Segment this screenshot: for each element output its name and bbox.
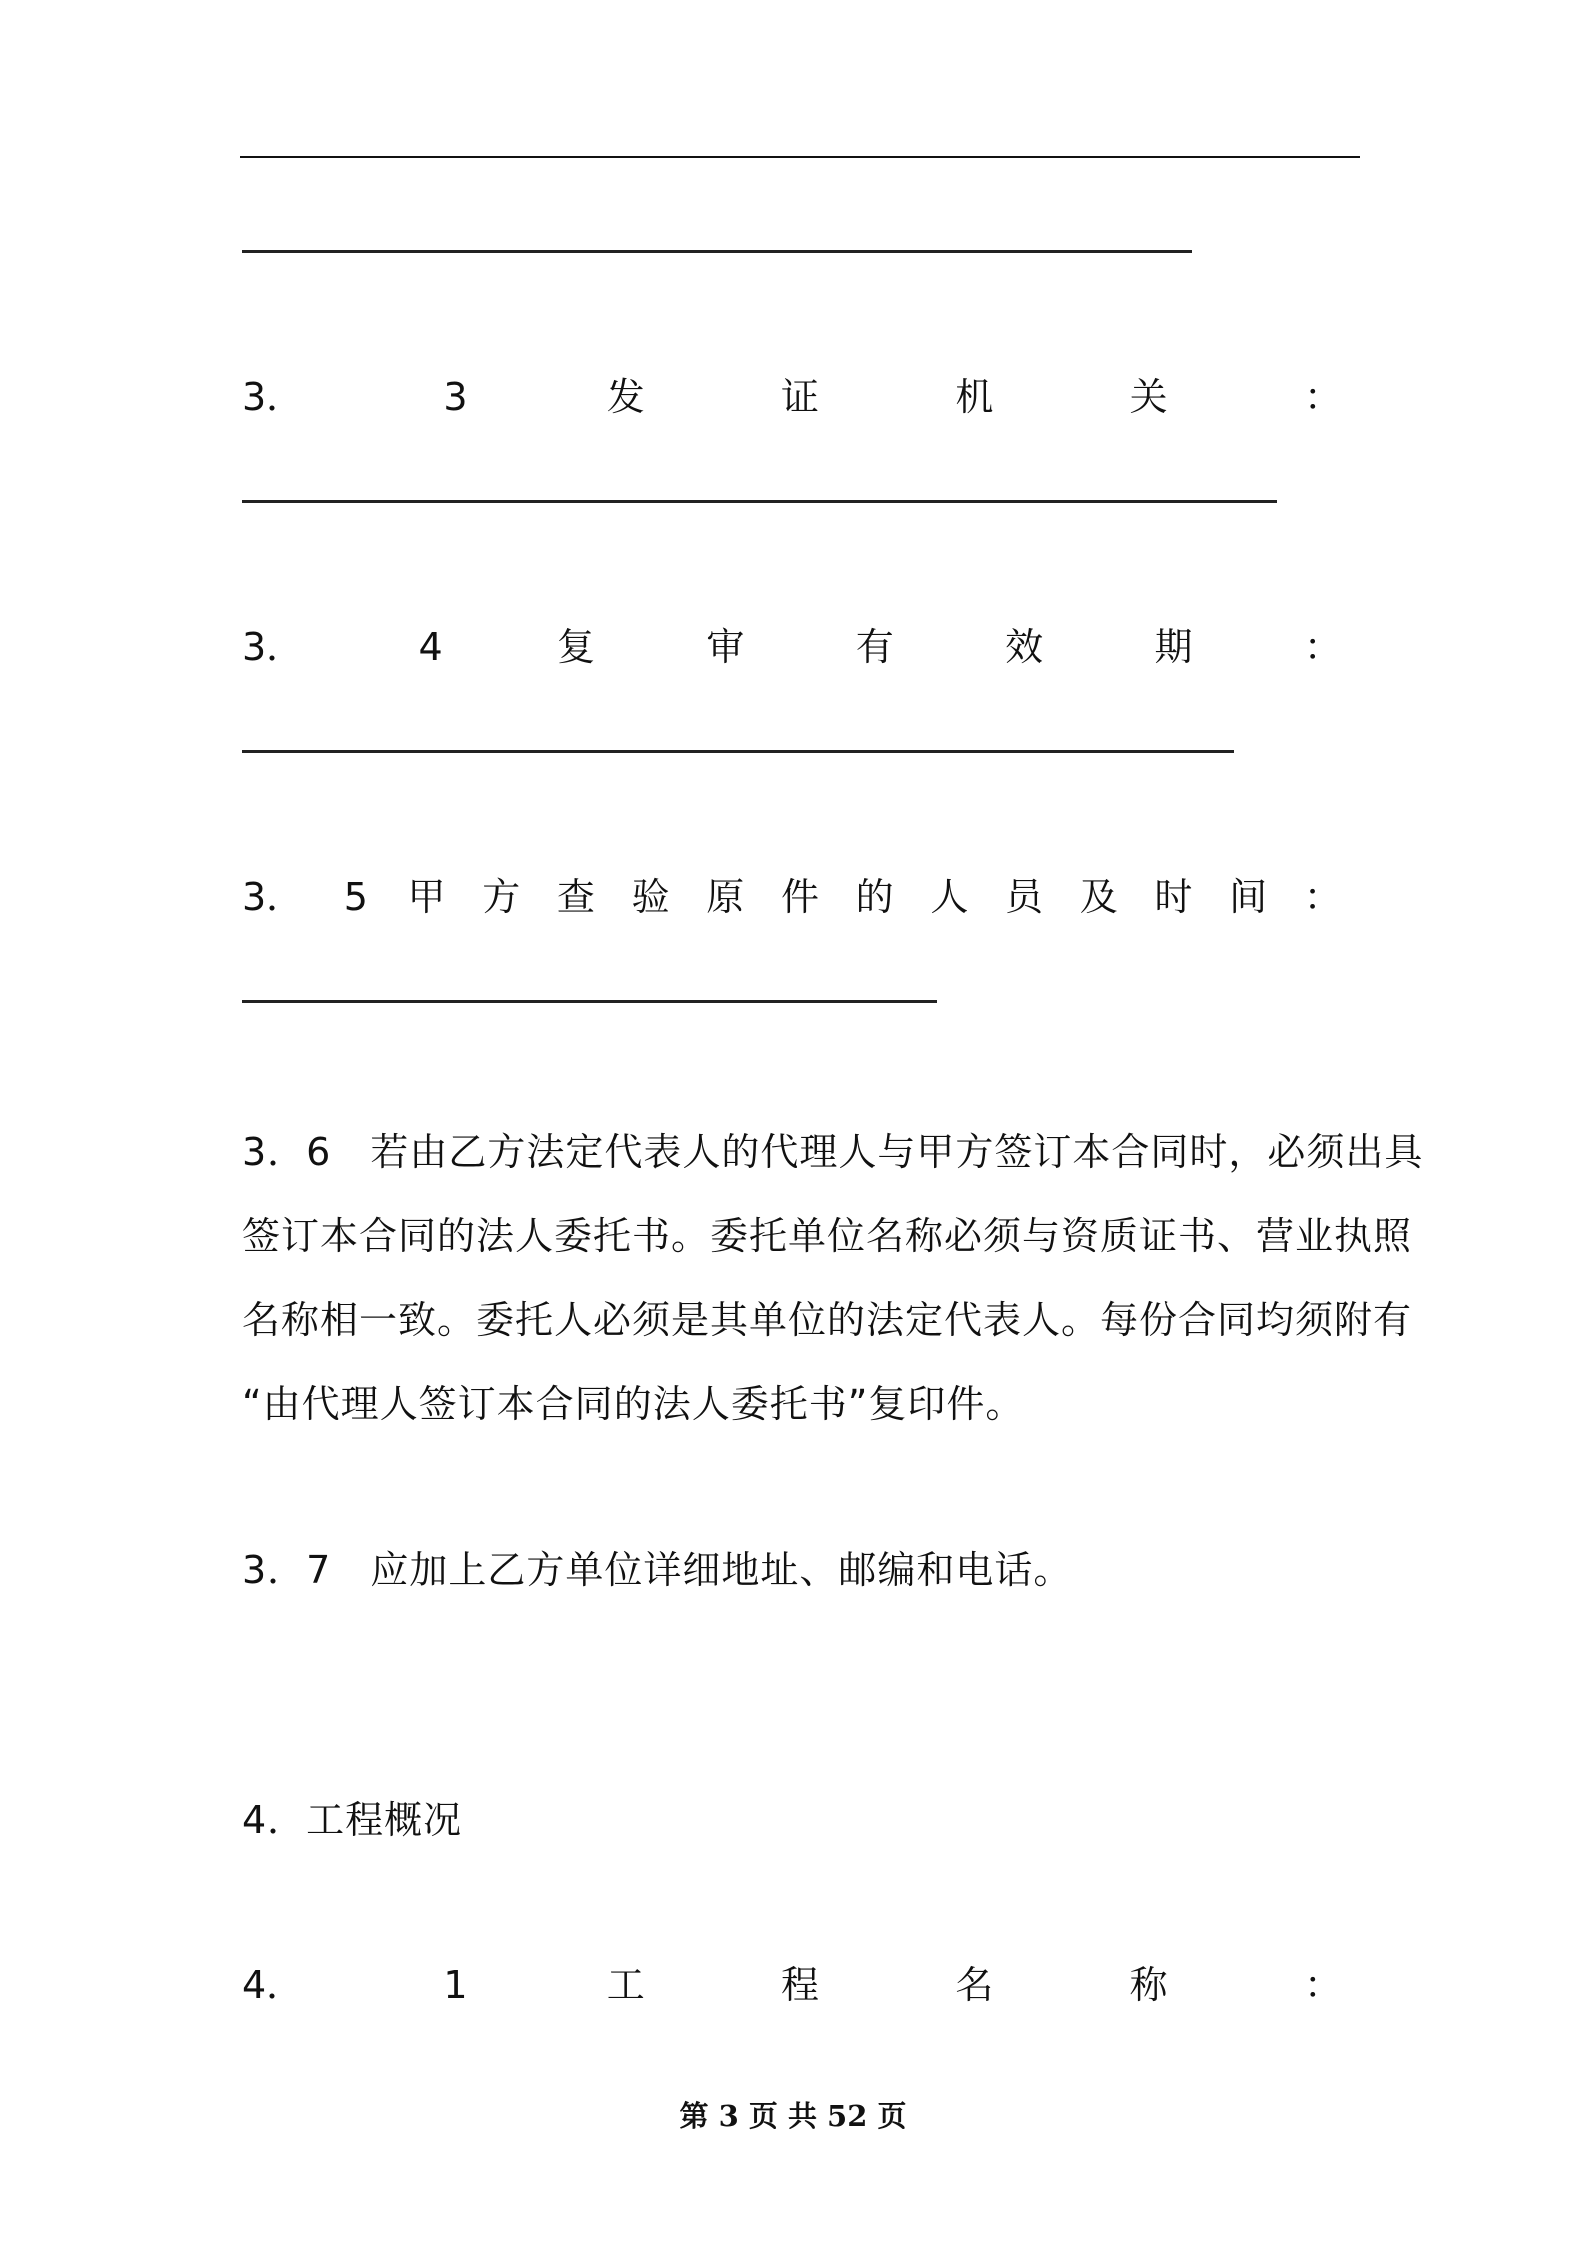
spread-char: 3． bbox=[242, 625, 305, 669]
spread-char: 的 bbox=[855, 875, 894, 919]
spread-char: 称 bbox=[1129, 1963, 1168, 2007]
spread-char: 及 bbox=[1079, 875, 1118, 919]
paragraph-line: 名称相一致。委托人必须是其单位的法定代表人。每份合同均须附有 bbox=[242, 1298, 1413, 1342]
clause-3-5-line bbox=[242, 872, 1342, 922]
spread-char: 效 bbox=[1005, 625, 1044, 669]
fill-in-blank-line bbox=[242, 250, 1192, 253]
paragraph-line: 签订本合同的法人委托书。委托单位名称必须与资质证书、营业执照 bbox=[242, 1214, 1413, 1258]
fill-in-blank-line bbox=[242, 1000, 937, 1003]
spread-char: 工 bbox=[606, 1963, 645, 2007]
spread-char: 人 bbox=[930, 875, 969, 919]
spread-char: 间 bbox=[1229, 875, 1268, 919]
spread-char: 原 bbox=[706, 875, 745, 919]
spread-char: 甲 bbox=[407, 875, 446, 919]
paragraph-line: “由代理人签订本合同的法人委托书”复印件。 bbox=[242, 1382, 1025, 1426]
spread-char: ： bbox=[1303, 1963, 1342, 2007]
spread-char: 3． bbox=[242, 875, 305, 919]
spread-char: 发 bbox=[606, 375, 645, 419]
spread-char: 有 bbox=[855, 625, 894, 669]
fill-in-blank-line bbox=[242, 500, 1277, 503]
header-rule bbox=[240, 156, 1360, 158]
spread-char: 期 bbox=[1154, 625, 1193, 669]
spread-char: 员 bbox=[1005, 875, 1044, 919]
spread-char: ： bbox=[1303, 875, 1342, 919]
paragraph-line: 3．6 若由乙方法定代表人的代理人与甲方签订本合同时，必须出具 bbox=[242, 1130, 1424, 1174]
spread-char: 名 bbox=[955, 1963, 994, 2007]
spread-char: 3 bbox=[443, 375, 468, 419]
spread-char: 机 bbox=[955, 375, 994, 419]
spread-char: 审 bbox=[706, 625, 745, 669]
fill-in-blank-line bbox=[242, 750, 1234, 753]
spread-char: 3． bbox=[242, 375, 305, 419]
spread-char: 4． bbox=[242, 1963, 305, 2007]
clause-3-6-paragraph bbox=[242, 1110, 1424, 1446]
spread-char: 4 bbox=[418, 625, 443, 669]
spread-char: 查 bbox=[556, 875, 595, 919]
clause-4-1-line bbox=[242, 1960, 1342, 2010]
spread-char: 5 bbox=[343, 875, 368, 919]
section-4-heading: 4．工程概况 bbox=[242, 1798, 463, 1842]
spread-char: ： bbox=[1303, 375, 1342, 419]
spread-char: 1 bbox=[443, 1963, 468, 2007]
spread-char: 方 bbox=[482, 875, 521, 919]
clause-3-3-line bbox=[242, 372, 1342, 422]
spread-char: 复 bbox=[556, 625, 595, 669]
spread-char: 证 bbox=[781, 375, 820, 419]
spread-char: 程 bbox=[781, 1963, 820, 2007]
spread-char: 关 bbox=[1129, 375, 1168, 419]
spread-char: 件 bbox=[780, 875, 819, 919]
spread-char: ： bbox=[1303, 625, 1342, 669]
spread-char: 验 bbox=[631, 875, 670, 919]
spread-char: 时 bbox=[1154, 875, 1193, 919]
page-number-footer: 第 3 页 共 52 页 bbox=[679, 2099, 907, 2133]
clause-3-7-text: 3．7 应加上乙方单位详细地址、邮编和电话。 bbox=[242, 1548, 1073, 1592]
clause-3-4-line bbox=[242, 622, 1342, 672]
